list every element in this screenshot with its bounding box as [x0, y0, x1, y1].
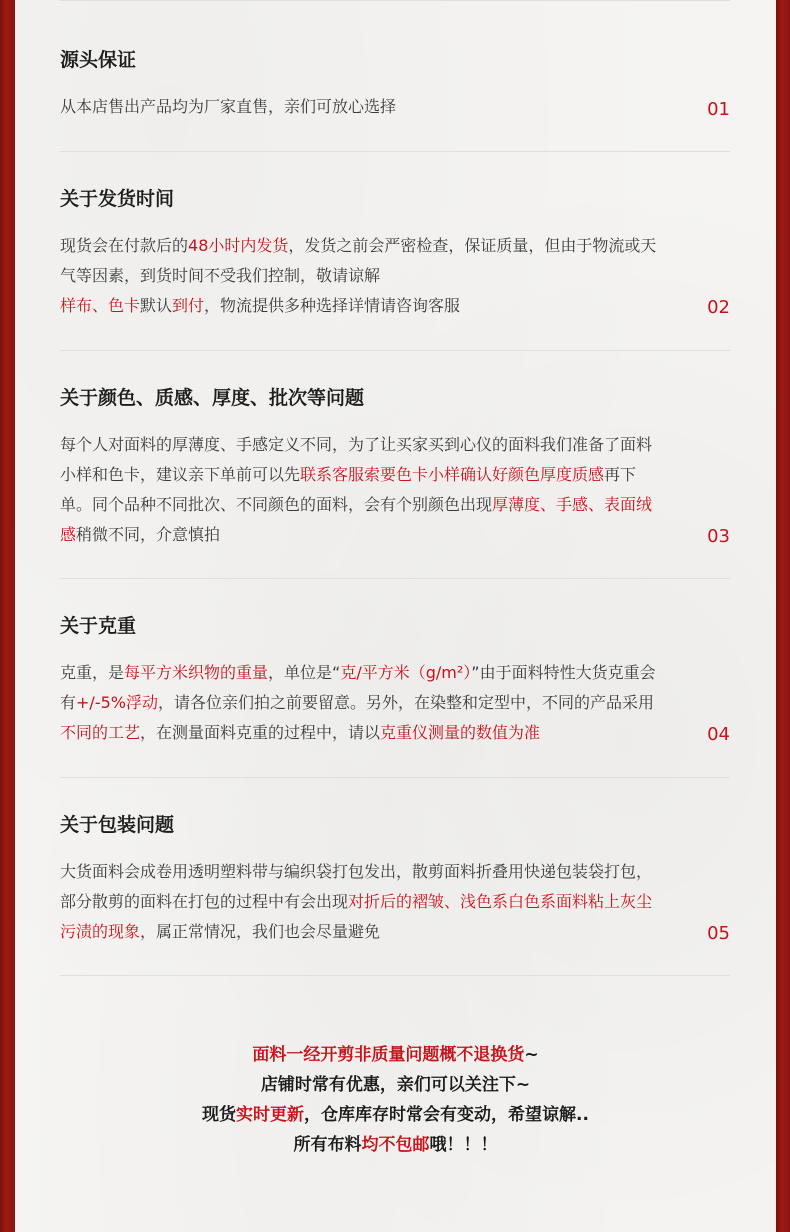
body-text: 再下单。同个品种不同批次、不同颜色的面料，会有个别颜色出现 — [60, 465, 637, 514]
body-text: 每个人对面料的厚薄度、手感定义不同，为了让买家买到心仪的面料我们准备了面料小样和色卡，建议亲下单前可以先 — [60, 435, 653, 484]
footer-line — [15, 1130, 776, 1160]
body-text: ，单位是“ — [268, 663, 341, 682]
section-source-guarantee — [60, 45, 730, 125]
section-body — [60, 92, 665, 122]
section-body — [60, 430, 665, 550]
body-text: ”由于面料特性大货克重会有 — [60, 663, 656, 712]
highlighted-text: 对折后的褶皱、浅色系白色系面料粘上灰尘污渍的现象 — [60, 892, 653, 941]
section-color-texture — [60, 383, 730, 553]
body-text: ~ — [524, 1045, 539, 1065]
highlighted-text: 联系客服索要色卡小样确认好颜色厚度质感 — [300, 465, 605, 484]
section-number: 05 — [707, 923, 730, 944]
left-frame-border — [0, 0, 15, 1232]
body-text: ，属正常情况，我们也会尽量避免 — [140, 922, 381, 941]
highlighted-text: 到付 — [172, 296, 205, 315]
highlighted-text: 48小时内发货 — [188, 236, 289, 255]
footer-notice — [15, 1040, 776, 1160]
body-text: ，在测量面料克重的过程中，请以 — [140, 723, 381, 742]
body-text: ，发货之前会严密检查，保证质量，但由于物流或天气等因素，到货时间不受我们控制，敬请谅解 — [60, 236, 657, 285]
right-frame-border — [776, 0, 790, 1232]
divider — [60, 777, 730, 778]
highlighted-text: 不同的工艺 — [60, 723, 141, 742]
highlighted-text: 克重仪测量的数值为准 — [380, 723, 541, 742]
body-text: ，仓库库存时常会有变动，希望谅解.. — [304, 1105, 589, 1125]
divider — [60, 350, 730, 351]
body-text: 所有布料 — [293, 1135, 362, 1155]
body-text: 稍微不同，介意慎拍 — [76, 525, 221, 544]
highlighted-text: 实时更新 — [236, 1105, 305, 1125]
section-title: 关于发货时间 — [60, 188, 175, 210]
content-panel — [15, 0, 776, 1232]
highlighted-text: 每平方米织物的重量 — [124, 663, 269, 682]
body-text: ，请各位亲们拍之前要留意。另外，在染整和定型中，不同的产品采用 — [157, 693, 654, 712]
section-number: 01 — [707, 99, 730, 120]
highlighted-text: 克/平方米（g/m²） — [340, 663, 472, 682]
body-text: 哦！！！ — [429, 1135, 498, 1155]
section-body — [60, 231, 665, 321]
body-text: 从本店售出产品均为厂家直售，亲们可放心选择 — [60, 97, 397, 116]
footer-line — [15, 1040, 776, 1070]
section-title: 关于克重 — [60, 615, 137, 637]
divider-top — [60, 0, 730, 1]
section-title: 关于颜色、质感、厚度、批次等问题 — [60, 387, 365, 409]
section-body — [60, 857, 665, 947]
section-number: 02 — [707, 297, 730, 318]
body-text: ，物流提供多种选择详情请咨询客服 — [204, 296, 461, 315]
highlighted-text: 厚薄度、手感、表面绒感 — [60, 495, 653, 544]
body-text: 默认 — [140, 296, 173, 315]
body-text: 克重，是 — [60, 663, 125, 682]
footer-line — [15, 1070, 776, 1100]
footer-line — [15, 1100, 776, 1130]
highlighted-text: 样布、色卡 — [60, 296, 141, 315]
section-number: 04 — [707, 724, 730, 745]
highlighted-text: 均不包邮 — [361, 1135, 430, 1155]
body-text: 现货 — [202, 1105, 237, 1125]
section-title: 关于包装问题 — [60, 814, 175, 836]
section-body — [60, 658, 665, 748]
highlighted-text: +/-5%浮动 — [76, 693, 158, 712]
body-text: 现货会在付款后的 — [60, 236, 189, 255]
highlighted-text: 面料一经开剪非质量问题概不退换货 — [252, 1045, 525, 1065]
body-text: 大货面料会成卷用透明塑料带与编织袋打包发出，散剪面料折叠用快递包装袋打包，部分散剪的面料在打包的过程中有会出现 — [60, 862, 653, 911]
divider — [60, 578, 730, 579]
section-fabric-weight — [60, 611, 730, 751]
divider — [60, 975, 730, 976]
section-number: 03 — [707, 526, 730, 547]
body-text: 店铺时常有优惠，亲们可以关注下~ — [260, 1075, 531, 1095]
section-shipping-time — [60, 184, 730, 324]
section-packaging — [60, 810, 730, 950]
section-title: 源头保证 — [60, 49, 137, 71]
divider — [60, 151, 730, 152]
